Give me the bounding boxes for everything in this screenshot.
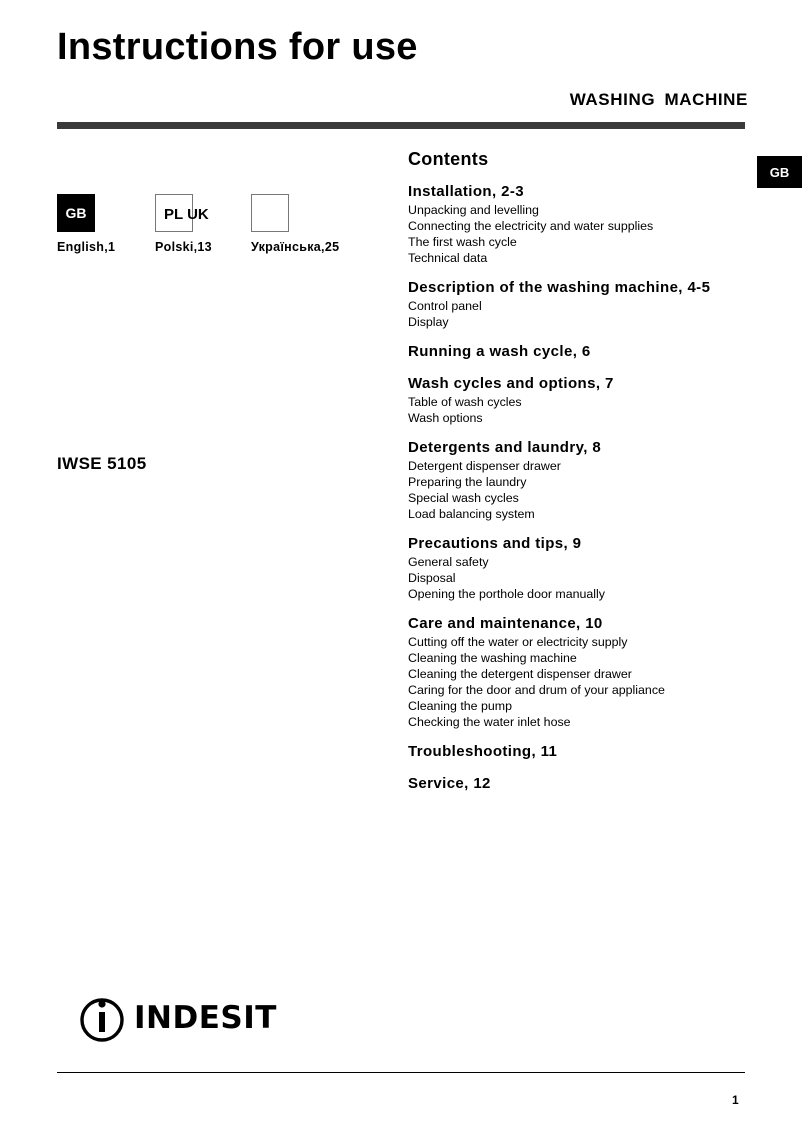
section-title[interactable]: Description of the washing machine, 4-5: [408, 279, 711, 296]
indesit-i-logo-icon: [76, 996, 128, 1042]
contents-section: [408, 774, 758, 794]
brand-name: INDESIT: [134, 1000, 277, 1036]
language-side-tab: GB: [757, 156, 802, 188]
section-title[interactable]: Service, 12: [408, 775, 491, 792]
section-item[interactable]: Table of wash cycles: [408, 395, 522, 409]
document-title: Instructions for use: [57, 26, 418, 68]
section-item[interactable]: Control panel: [408, 299, 482, 313]
section-title[interactable]: Detergents and laundry, 8: [408, 439, 602, 456]
contents-section: [408, 742, 758, 762]
product-type: WASHING MACHINE: [569, 90, 748, 109]
contents-section: [408, 614, 758, 730]
section-title[interactable]: Wash cycles and options, 7: [408, 375, 614, 392]
bottom-divider: [57, 1072, 745, 1073]
section-item[interactable]: General safety: [408, 555, 489, 569]
contents-section: [408, 374, 758, 426]
section-item[interactable]: Special wash cycles: [408, 491, 519, 505]
section-title[interactable]: Troubleshooting, 11: [408, 743, 558, 760]
section-item[interactable]: Cleaning the washing machine: [408, 651, 577, 665]
contents-section: [408, 278, 758, 330]
contents-section: [408, 182, 758, 266]
table-of-contents: [408, 148, 758, 806]
indesit-logo: [76, 996, 276, 1042]
section-item[interactable]: Opening the porthole door manually: [408, 587, 606, 601]
page-number: 1: [732, 1093, 739, 1107]
section-item[interactable]: Preparing the laundry: [408, 475, 527, 489]
section-item[interactable]: Cleaning the detergent dispenser drawer: [408, 667, 632, 681]
contents-heading: Contents: [408, 149, 489, 169]
section-title[interactable]: Care and maintenance, 10: [408, 615, 603, 632]
language-box-ua[interactable]: [251, 194, 289, 232]
section-item[interactable]: Display: [408, 315, 449, 329]
language-caption-ukrainian: Українська,25: [251, 240, 340, 254]
section-item[interactable]: Technical data: [408, 251, 488, 265]
section-item[interactable]: Load balancing system: [408, 507, 535, 521]
contents-section: [408, 534, 758, 602]
contents-section: [408, 438, 758, 522]
contents-section: [408, 342, 758, 362]
section-item[interactable]: Connecting the electricity and water supplies: [408, 219, 654, 233]
language-code-gb: GB: [65, 205, 87, 221]
top-divider: [57, 122, 745, 129]
contents-sections: [408, 182, 758, 794]
section-title[interactable]: Precautions and tips, 9: [408, 535, 582, 552]
section-item[interactable]: Cleaning the pump: [408, 699, 513, 713]
section-title[interactable]: Running a wash cycle, 6: [408, 343, 591, 360]
section-item[interactable]: Disposal: [408, 571, 456, 585]
language-caption-polski: Polski,13: [155, 240, 212, 254]
section-item[interactable]: Wash options: [408, 411, 483, 425]
section-item[interactable]: Detergent dispenser drawer: [408, 459, 561, 473]
language-code-pl-uk: PL UK: [164, 206, 209, 223]
section-item[interactable]: Cutting off the water or electricity supply: [408, 635, 628, 649]
section-item[interactable]: Caring for the door and drum of your appliance: [408, 683, 665, 697]
model-number: IWSE 5105: [57, 454, 147, 473]
section-item[interactable]: The first wash cycle: [408, 235, 517, 249]
section-item[interactable]: Unpacking and levelling: [408, 203, 539, 217]
language-box-gb[interactable]: [57, 194, 95, 232]
language-caption-english: English,1: [57, 240, 116, 254]
section-title[interactable]: Installation, 2-3: [408, 183, 524, 200]
language-box-pl-uk[interactable]: [155, 194, 209, 232]
section-item[interactable]: Checking the water inlet hose: [408, 715, 571, 729]
